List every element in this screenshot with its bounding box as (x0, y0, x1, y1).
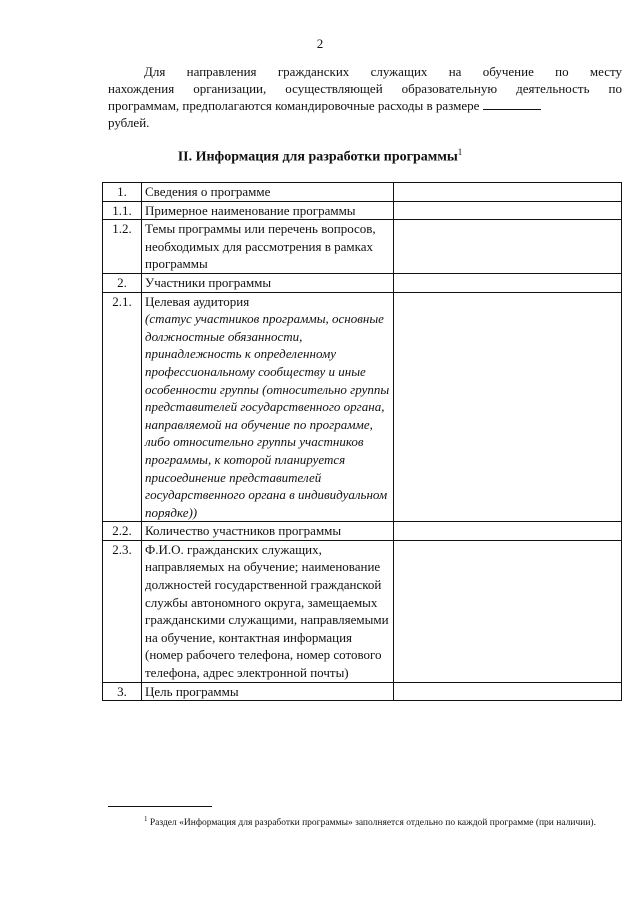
row-value-cell[interactable] (394, 522, 622, 541)
row-label: Темы программы или перечень вопросов, необходимых для рассмотрения в рамках программы (142, 220, 394, 274)
row-number: 1. (103, 183, 142, 202)
table-row (103, 201, 622, 220)
table-row (103, 183, 622, 202)
row-label: Сведения о программе (142, 183, 394, 202)
table-row (103, 682, 622, 701)
row-value-cell[interactable] (394, 201, 622, 220)
footnote-mark: 1 (144, 815, 148, 823)
footnote-text: Раздел «Информация для разработки программы» заполняется отдельно по каждой программе (при наличии). (149, 818, 596, 829)
intro-line-2: нахождения организации, осуществляющей образовательную деятельность по (108, 81, 622, 96)
row-value-cell[interactable] (394, 183, 622, 202)
row-label: Цель программы (142, 682, 394, 701)
row-value-cell[interactable] (394, 273, 622, 292)
section-title-text: II. Информация для разработки программы (177, 149, 458, 165)
row-value-cell[interactable] (394, 292, 622, 522)
row-value-cell[interactable] (394, 540, 622, 682)
intro-line-4: рублей. (108, 115, 150, 130)
section-footnote-mark: 1 (457, 147, 463, 157)
page-number: 2 (316, 36, 324, 51)
intro-paragraph (108, 63, 622, 131)
row-number: 1.2. (103, 220, 142, 274)
row-number: 3. (103, 682, 142, 701)
program-info-table (102, 182, 622, 701)
footnote-divider (108, 806, 212, 807)
row-label (142, 292, 394, 522)
table-row (103, 540, 622, 682)
row-label-text: Целевая аудитория (145, 293, 250, 309)
row-value-cell[interactable] (394, 220, 622, 274)
row-number: 2.3. (103, 540, 142, 682)
row-label: Примерное наименование программы (142, 201, 394, 220)
table-row (103, 292, 622, 522)
row-label: Участники программы (142, 273, 394, 292)
row-value-cell[interactable] (394, 682, 622, 701)
row-number: 2.1. (103, 292, 142, 522)
intro-line-3-text: программам, предполагаются командировочные расходы в размере (108, 98, 480, 113)
table-row (103, 522, 622, 541)
footnote (108, 812, 622, 830)
section-title (0, 147, 640, 166)
table-row (103, 273, 622, 292)
row-label: Количество участников программы (142, 522, 394, 541)
intro-line-1: Для направления гражданских служащих на обучение по месту (144, 64, 622, 79)
amount-blank-field[interactable] (483, 98, 541, 110)
intro-line-3 (108, 97, 622, 114)
row-label: Ф.И.О. гражданских служащих, направляемых на обучение; наименование должностей государственной гражданской службы автономного округа, замещаемых гражданскими служащими, направляемыми на обучение, контактная информация (номер рабочего телефона, номер сотового телефона, адрес электронной почты) (142, 540, 394, 682)
row-number: 1.1. (103, 201, 142, 220)
row-label-note: (статус участников программы, основные должностные обязанности, принадлежность к определенному профессиональному сообществу и иные особенности группы (относительно группы представителей государственного органа, направляемой на обучение по программе, либо относительно группы участников программы, к которой планируется присоединение представителей государственного органа в индивидуальном порядке)) (145, 311, 390, 520)
table-row (103, 220, 622, 274)
row-number: 2. (103, 273, 142, 292)
row-number: 2.2. (103, 522, 142, 541)
